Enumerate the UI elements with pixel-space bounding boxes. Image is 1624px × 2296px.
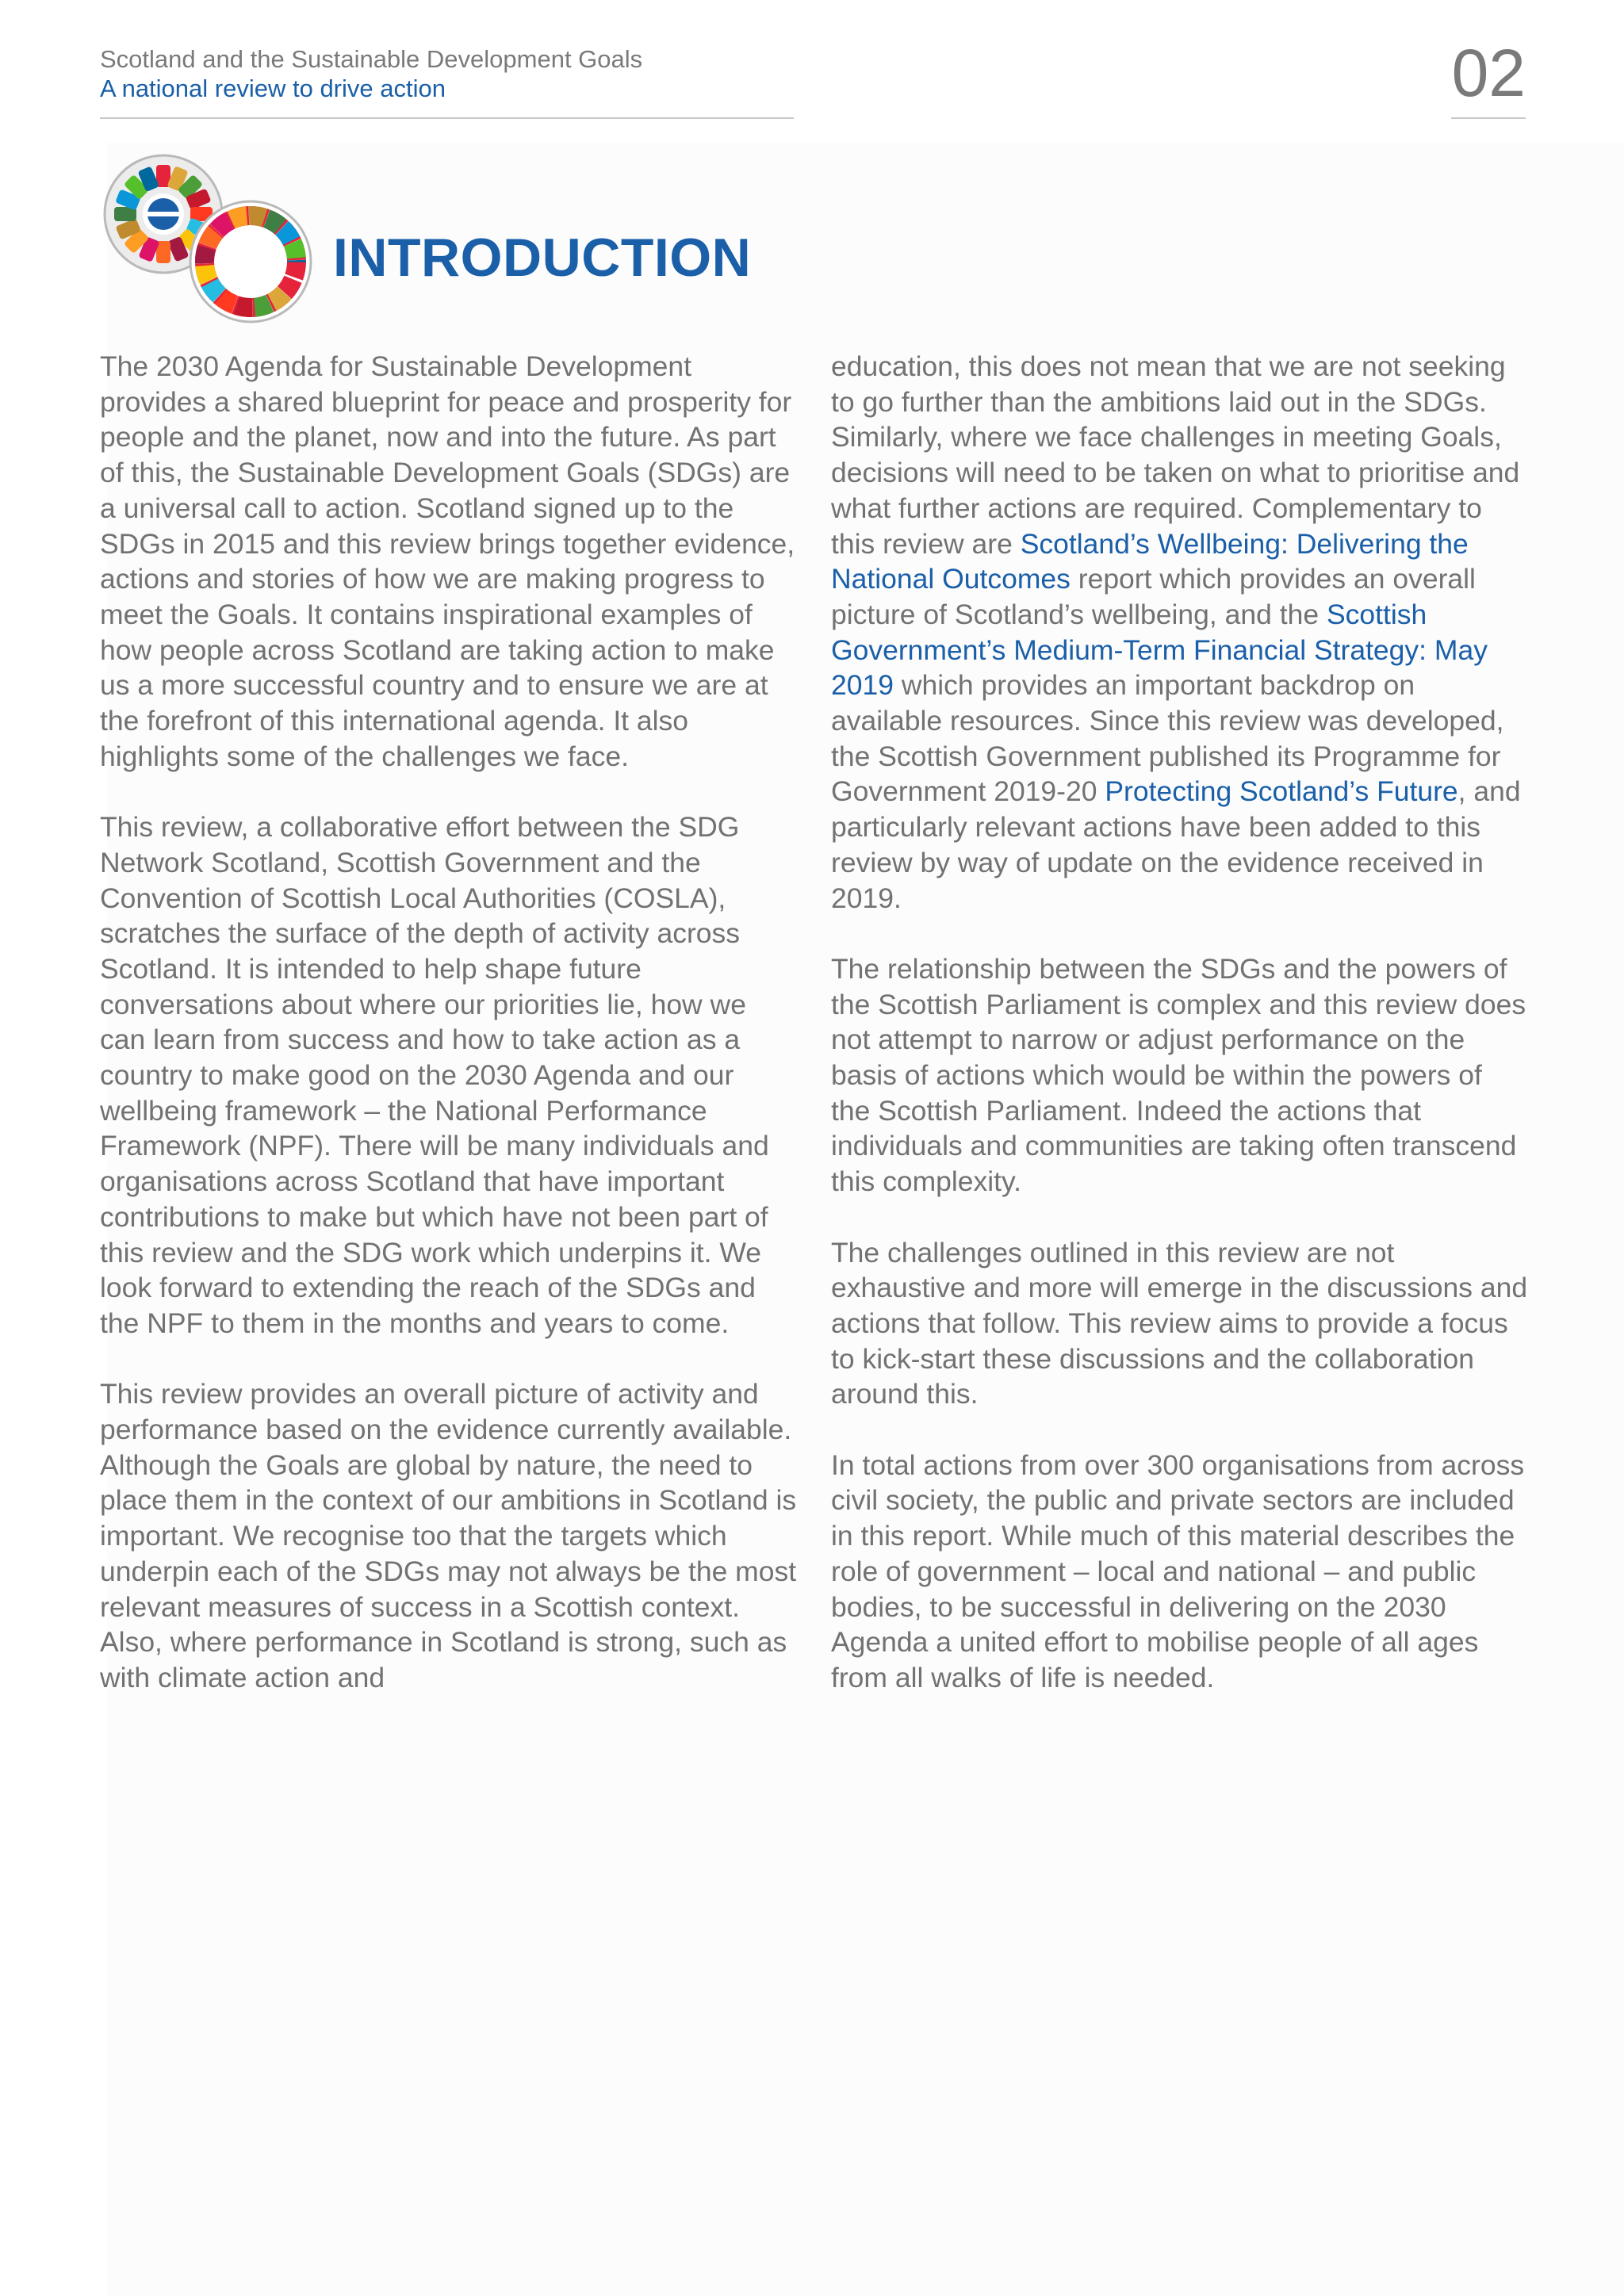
intro-paragraph-5: The relationship between the SDGs and the powers of the Scottish Parliament is complex and this review does not attempt to narrow or adjust performance on the basis of actions which would be within the powers of the Scottish Parliament. Indeed the actions that individuals and communities are taking often transcend this complexity. <box>831 952 1526 1198</box>
intro-paragraph-2: This review, a collaborative effort between the SDG Network Scotland, Scottish Government and the Convention of Scottish Local Authorities (COSLA), scratches the surface of the depth of activity across Scotland. It is intended to help shape future conversations about where our priorities lie, how we can learn from success and how to take action as a country to make good on the 2030 Agenda and our wellbeing framework – the National Performance Framework (NPF). There will be many individuals and organisations across Scotland that have important contributions to make but which have not been part of this review and the SDG work which underpins it. We look forward to extending the reach of the SDGs and the NPF to them in the months and years to come. <box>100 811 769 1339</box>
sdg-wheel-logo-icon <box>100 151 314 325</box>
right-column <box>831 349 1529 1731</box>
section-title: INTRODUCTION <box>333 228 752 288</box>
header-divider <box>100 117 794 119</box>
intro-paragraph-6: The challenges outlined in this review are not exhaustive and more will emerge in the discussions and actions that follow. This review aims to provide a focus to kick-start these discussions and the collaboration around this. <box>831 1236 1528 1410</box>
wellbeing-report-link[interactable]: Scotland’s Wellbeing: Delivering the National Outcomes <box>831 527 1469 595</box>
paragraph-text: which provides an important backdrop on available resources. Since this review was developed, the Scottish Government published its Programme for Government 2019-20 <box>831 669 1504 808</box>
protecting-scotlands-future-link[interactable]: Protecting Scotland’s Future <box>1105 775 1458 808</box>
page-number-divider <box>1451 117 1526 119</box>
financial-strategy-link[interactable]: Scottish Government’s Medium-Term Financial Strategy: May 2019 <box>831 598 1488 702</box>
paragraph-text: report which provides an overall picture of Scotland’s wellbeing, and the <box>831 563 1476 630</box>
intro-paragraph-7: In total actions from over 300 organisations from across civil society, the public and private sectors are included in this report. While much of this material describes the role of government – local and national – and public bodies, to be successful in delivering on the 2030 Agenda a united effort to mobilise people of all ages from all walks of life is needed. <box>831 1448 1525 1693</box>
left-column <box>100 349 798 1731</box>
paragraph-text: education, this does not mean that we are not seeking to go further than the ambitions laid out in the SDGs. Similarly, where we face challenges in meeting Goals, decisions will need to be taken on what to prioritise and what further actions are required. Complementary to this review are <box>831 350 1520 560</box>
running-header <box>100 44 794 103</box>
paragraph-text: , and particularly relevant actions have been added to this review by way of update on the evidence received in 2019. <box>831 775 1521 914</box>
page-number: 02 <box>1451 36 1526 110</box>
intro-paragraph-4 <box>831 349 1529 916</box>
report-title: Scotland and the Sustainable Development Goals <box>100 45 643 73</box>
intro-paragraph-1: The 2030 Agenda for Sustainable Development provides a shared blueprint for peace and prosperity for people and the planet, now and into the future. As part of this, the Sustainable Development Goals (SDGs) are a universal call to action. Scotland signed up to the SDGs in 2015 and this review brings together evidence, actions and stories of how we are making progress to meet the Goals. It contains inspirational examples of how people across Scotland are taking action to make us a more successful country and to ensure we are at the forefront of this international agenda. It also highlights some of the challenges we face. <box>100 350 795 772</box>
report-subtitle: A national review to drive action <box>100 75 446 102</box>
intro-paragraph-3: This review provides an overall picture of activity and performance based on the evidence currently available. Although the Goals are global by nature, the need to place them in the context of our ambitions in Scotland is important. We recognise too that the targets which underpin each of the SDGs may not always be the most relevant measures of success in a Scottish context. Also, where performance in Scotland is strong, such as with climate action and <box>100 1378 797 1693</box>
